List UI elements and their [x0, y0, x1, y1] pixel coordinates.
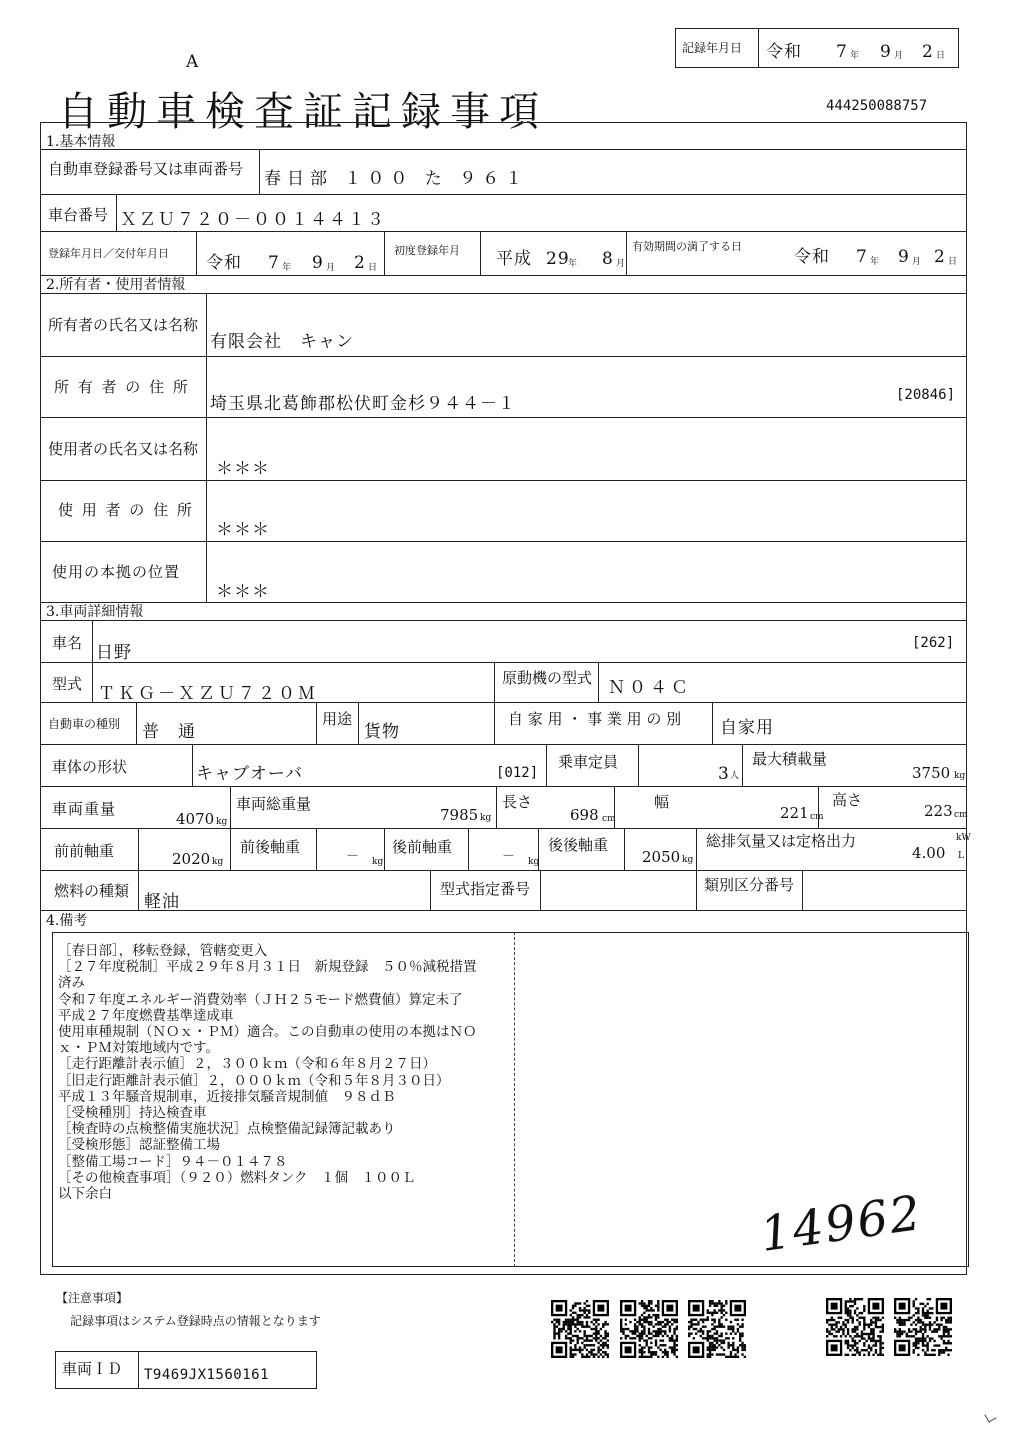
- displacement-unit-kw: kW: [956, 833, 971, 843]
- first-reg-year: 29: [546, 249, 570, 269]
- unit-day: 日: [936, 51, 946, 61]
- reg-date-year: 7: [268, 253, 280, 273]
- remark-line: ［春日部］，移転登録，管轄変更入: [58, 943, 268, 959]
- reg-number: 春日部 １００ た ９６１: [264, 169, 529, 189]
- section3-heading: 3.車両詳細情報: [46, 604, 144, 620]
- reg-date-month: 9: [312, 253, 324, 273]
- owner-name: 有限会社 キャン: [210, 332, 354, 352]
- qr-code-3: [688, 1300, 746, 1358]
- model-label: 型式: [52, 675, 83, 693]
- use-label: 用途: [322, 710, 353, 728]
- rf-axle: －: [502, 849, 517, 864]
- section2-heading: 2.所有者・使用者情報: [46, 277, 186, 293]
- expiry-year: 7: [856, 247, 868, 267]
- gross-label: 車両総重量: [236, 795, 312, 813]
- height: 223: [924, 802, 953, 820]
- unit-month: 月: [912, 257, 922, 267]
- unit-cm: cm: [602, 814, 616, 824]
- doc-number: 444250088757: [826, 98, 928, 114]
- remark-line: 済み: [58, 975, 85, 992]
- make-label: 車名: [52, 634, 83, 652]
- section1-heading: 1.基本情報: [46, 134, 116, 150]
- remark-line: 使用車種規制（ＮＯｘ・ＰＭ）適合。この自動車の使用の本拠はＮＯ: [58, 1024, 477, 1041]
- form-letter: A: [186, 52, 199, 72]
- unit-kg: kg: [212, 857, 224, 867]
- base-location: ＊＊＊: [216, 582, 270, 602]
- remark-line: ［２７年度税制］平成２９年８月３１日 新規登録 ５０％減税措置: [58, 959, 477, 976]
- corner-mark: [984, 1410, 996, 1422]
- chassis-label: 車台番号: [48, 206, 109, 224]
- reg-date-day: 2: [354, 253, 366, 273]
- fuel: 軽油: [144, 892, 180, 912]
- rf-axle-label: 後前軸重: [392, 838, 453, 856]
- capacity: 3: [718, 764, 730, 784]
- make: 日野: [96, 643, 132, 663]
- record-date-label: 記録年月日: [682, 41, 743, 55]
- base-location-label: 使用の本拠の位置: [52, 563, 181, 581]
- remark-line: 以下余白: [58, 1186, 112, 1203]
- weight: 4070: [176, 810, 215, 828]
- record-date-era: 令和: [766, 42, 802, 62]
- user-address-label: 使 用 者 の 住 所: [58, 501, 194, 519]
- make-code: [262]: [912, 635, 955, 651]
- fr-axle-label: 前後軸重: [240, 838, 301, 856]
- unit-kg: kg: [480, 813, 492, 823]
- remark-line: ［走行距離計表示値］２，３００ｋｍ（令和６年８月２７日）: [58, 1056, 436, 1073]
- unit-month: 月: [894, 51, 904, 61]
- unit-kg: kg: [954, 771, 966, 781]
- engine-label: 原動機の型式: [502, 669, 593, 687]
- gross-weight: 7985: [440, 806, 479, 824]
- reg-date-label: 登録年月日／交付年月日: [48, 247, 169, 260]
- remark-line: ［整備工場コード］９４－０１４７８: [58, 1153, 288, 1170]
- user-address: ＊＊＊: [216, 520, 270, 540]
- owner-address: 埼玉県北葛飾郡松伏町金杉９４４－１: [210, 394, 516, 414]
- unit-kg: kg: [372, 857, 384, 867]
- unit-cm: cm: [954, 810, 968, 820]
- user-name: ＊＊＊: [216, 459, 270, 479]
- type-designation-label: 型式指定番号: [440, 880, 531, 898]
- ff-axle: 2020: [172, 850, 211, 868]
- private: 自家用: [720, 718, 774, 738]
- record-date-month: 9: [880, 42, 892, 62]
- owner-address-label: 所 有 者 の 住 所: [54, 378, 190, 396]
- rr-axle-label: 後後軸重: [548, 836, 609, 854]
- owner-name-label: 所有者の氏名又は名称: [48, 316, 199, 334]
- body-shape: キャブオーバ: [196, 764, 303, 784]
- remark-line: 平成１３年騒音規制車，近接排気騒音規制値 ９８ｄＢ: [58, 1088, 396, 1105]
- unit-year: 年: [568, 259, 578, 269]
- use: 貨物: [364, 722, 400, 742]
- engine-model: Ｎ０４Ｃ: [608, 678, 692, 698]
- width-label: 幅: [654, 793, 670, 811]
- remark-line: ［受検種別］持込検査車: [58, 1105, 207, 1122]
- vehicle-id-label: 車両ＩＤ: [62, 1360, 123, 1378]
- displacement: 4.00: [912, 844, 946, 862]
- handwritten-number: 14962: [756, 1184, 926, 1264]
- kind-label: 自動車の種別: [48, 717, 121, 731]
- expiry-month: 9: [898, 247, 910, 267]
- reg-date-era: 令和: [206, 253, 242, 273]
- unit-kg: kg: [682, 855, 694, 865]
- remark-line: 令和７年度エネルギー消費効率（ＪＨ２５モード燃費値）算定未了: [58, 991, 463, 1008]
- qr-code-2: [620, 1300, 678, 1358]
- length-label: 長さ: [502, 793, 533, 811]
- body-code: [012]: [496, 765, 539, 781]
- record-date-year: 7: [836, 42, 848, 62]
- notes-text: 記録事項はシステム登録時点の情報となります: [70, 1314, 321, 1328]
- expiry-day: 2: [934, 247, 946, 267]
- weight-label: 車両重量: [52, 800, 117, 818]
- unit-kg: kg: [216, 817, 228, 827]
- remark-line: ［旧走行距離計表示値］２，０００ｋｍ（令和５年８月３０日）: [58, 1072, 450, 1089]
- category-label: 類別区分番号: [704, 876, 795, 894]
- fuel-label: 燃料の種類: [54, 882, 130, 900]
- page-title: 自動車検査証記録事項: [58, 89, 548, 135]
- record-date-day: 2: [922, 42, 934, 62]
- capacity-label: 乗車定員: [558, 753, 619, 771]
- first-reg-era: 平成: [496, 249, 532, 269]
- private-label: 自 家 用 ・ 事 業 用 の 別: [508, 710, 682, 728]
- unit-month: 月: [616, 259, 626, 269]
- qr-code-4: [826, 1298, 884, 1356]
- remark-line: 平成２７年度燃費基準達成車: [58, 1007, 234, 1024]
- reg-number-label: 自動車登録番号又は車両番号: [48, 160, 244, 178]
- unit-month: 月: [326, 263, 336, 273]
- unit-day: 日: [368, 263, 378, 273]
- fr-axle: －: [346, 849, 361, 864]
- notes-heading: 【注意事項】: [56, 1291, 129, 1305]
- unit-year: 年: [870, 257, 880, 267]
- rr-axle: 2050: [642, 848, 681, 866]
- unit-cm: cm: [810, 812, 824, 822]
- qr-code-5: [894, 1298, 952, 1356]
- remark-line: ［その他検査事項］（９２０）燃料タンク １個 １００Ｌ: [58, 1169, 416, 1186]
- section4-heading: 4.備考: [46, 913, 88, 929]
- chassis-number: ＸＺＵ７２０－００１４４１３: [120, 210, 386, 230]
- displacement-unit-l: L: [958, 851, 964, 861]
- remarks-text: [58, 943, 513, 1202]
- unit-day: 日: [948, 257, 958, 267]
- first-reg-month: 8: [602, 249, 614, 269]
- width: 221: [780, 804, 809, 822]
- expiry-label: 有効期間の満了する日: [632, 240, 742, 253]
- first-reg-label: 初度登録年月: [394, 244, 460, 257]
- model: ＴＫＧ－ＸＺＵ７２０Ｍ: [98, 684, 318, 704]
- displacement-label: 総排気量又は定格出力: [706, 832, 857, 850]
- remark-line: ［検査時の点検整備実施状況］点検整備記録簿記載あり: [58, 1121, 396, 1138]
- kind: 普 通: [142, 722, 196, 742]
- unit-year: 年: [282, 263, 292, 273]
- remark-line: ［受検形態］認証整備工場: [58, 1137, 220, 1154]
- body-label: 車体の形状: [52, 758, 128, 776]
- ff-axle-label: 前前軸重: [54, 842, 115, 860]
- expiry-era: 令和: [794, 247, 830, 267]
- user-name-label: 使用者の氏名又は名称: [48, 440, 199, 458]
- qr-code-1: [551, 1300, 609, 1358]
- owner-address-code: [20846]: [896, 387, 956, 403]
- capacity-unit: 人: [730, 771, 740, 781]
- vehicle-id: T9469JX1560161: [144, 1367, 270, 1383]
- length: 698: [570, 806, 599, 824]
- maxload-label: 最大積載量: [752, 750, 828, 768]
- unit-year: 年: [850, 51, 860, 61]
- remark-line: ｘ・ＰＭ対策地域内です。: [58, 1040, 219, 1057]
- maxload: 3750: [912, 764, 951, 782]
- unit-kg: kg: [528, 857, 540, 867]
- height-label: 高さ: [832, 791, 863, 809]
